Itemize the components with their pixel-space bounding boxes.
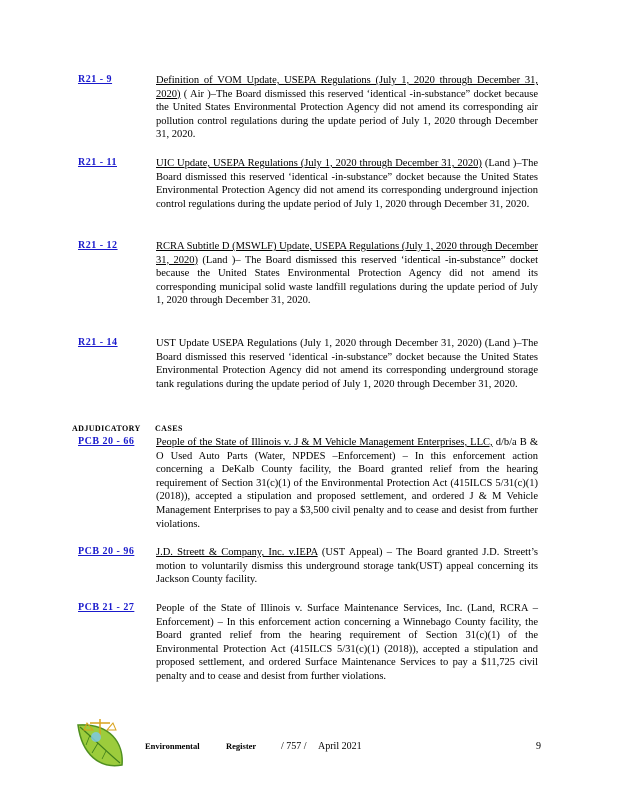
docket-link[interactable]: R21 - 11	[78, 157, 117, 168]
entry-text: People of the State of Illinois v. Surface Maintenance Services, Inc. (Land, RCRA –Enforcement) – In this enforcement action concerning a Winnebago County facility, the Board granted relief from the hearing requirement of Section 31(c)(1) of the Environmental Protection Act (415ILCS 5/31(c)(1) (2018)), accepted a stipulation and proposed settlement, and ordered Surface Maintenance Services to pay a $11,725 civil penalty and to cease and desist from further violations.	[156, 603, 538, 682]
footer-publication: Environmental	[145, 741, 200, 751]
section-heading-right: CASES	[155, 424, 183, 433]
entry-text: (Land )– The Board dismissed this reserved ‘identical -in-substance” docket because the United States Environmental Protection Agency did not amend its corresponding municipal solid waste landfill regulations during the update period of July 1, 2020 through December 31, 2020.	[156, 254, 538, 307]
docket-link[interactable]: PCB 21 - 27	[78, 602, 135, 613]
entry-body	[156, 240, 538, 308]
entry-body	[156, 337, 538, 391]
docket-link[interactable]: R21 - 12	[78, 240, 118, 251]
entry-title: UIC Update, USEPA Regulations (July 1, 2020 through December 31, 2020)	[156, 158, 482, 169]
entry-text: (Land )–The Board dismissed this reserved ‘identical -in-substance” docket because the United States Environmental Protection Agency did not amend its corresponding underground injection control regulations during the update period of July 1, 2020 through December 31, 2020.	[156, 158, 538, 210]
entry-text: d/b/a B & O Used Auto Parts (Water, NPDES –Enforcement) – In this enforcement action concerning a DeKalb County facility, the Board granted relief from the hearing requirement of Section 31(c)(1) of the Environmental Protection Act (415ILCS 5/31(c)(1) (2018)), accepted a stipulation and proposed settlement, and ordered J & M Vehicle Management Enterprises to pay a $3,500 civil penalty and to cease and desist from further violations.	[156, 437, 538, 530]
entry-body	[156, 546, 538, 587]
docket-link[interactable]: PCB 20 - 96	[78, 546, 135, 557]
page-number: 9	[536, 741, 541, 752]
entry-text: UST Update USEPA Regulations (July 1, 2020 through December 31, 2020) (Land )–The Board dismissed this reserved ‘identical -in-substance” docket because the United States Environmental Protection Agency did not amend its corresponding underground storage tank regulations during the update period of July 1, 2020 through December 31, 2020.	[156, 338, 538, 390]
entry-title: Definition of VOM Update, USEPA Regulations (July 1, 2020 through December 31, 2020)	[156, 75, 538, 100]
docket-link[interactable]: R21 - 14	[78, 337, 118, 348]
entry-title: People of the State of Illinois v. J & M Vehicle Management Enterprises, LLC,	[156, 437, 493, 448]
entry-body	[156, 436, 538, 531]
footer-date: April 2021	[318, 741, 362, 752]
entry-title: J.D. Streett & Company, Inc. v.IEPA	[156, 547, 318, 558]
section-heading-left: ADJUDICATORY	[72, 424, 141, 433]
footer-register: Register	[226, 741, 257, 751]
entry-body	[156, 157, 538, 211]
footer-issue: / 757 /	[281, 741, 307, 752]
leaf-scales-logo-icon	[72, 715, 128, 771]
docket-link[interactable]: PCB 20 - 66	[78, 436, 135, 447]
entry-text: ( Air )–The Board dismissed this reserved ‘identical -in-substance” docket because the United States Environmental Protection Agency did not amend its corresponding air pollution control regulations during the update period of July 1, 2020 through December 31, 2020.	[156, 88, 538, 141]
entry-title: RCRA Subtitle D (MSWLF) Update, USEPA Regulations (July 1, 2020 through December 31, 2020)	[156, 241, 538, 266]
entry-body	[156, 74, 538, 142]
docket-link[interactable]: R21 - 9	[78, 74, 113, 85]
entry-text: (UST Appeal) – The Board granted J.D. Streett’s motion to voluntarily dismiss this underground storage tank(UST) appeal concerning its Jackson County facility.	[156, 547, 538, 586]
entry-body	[156, 602, 538, 684]
